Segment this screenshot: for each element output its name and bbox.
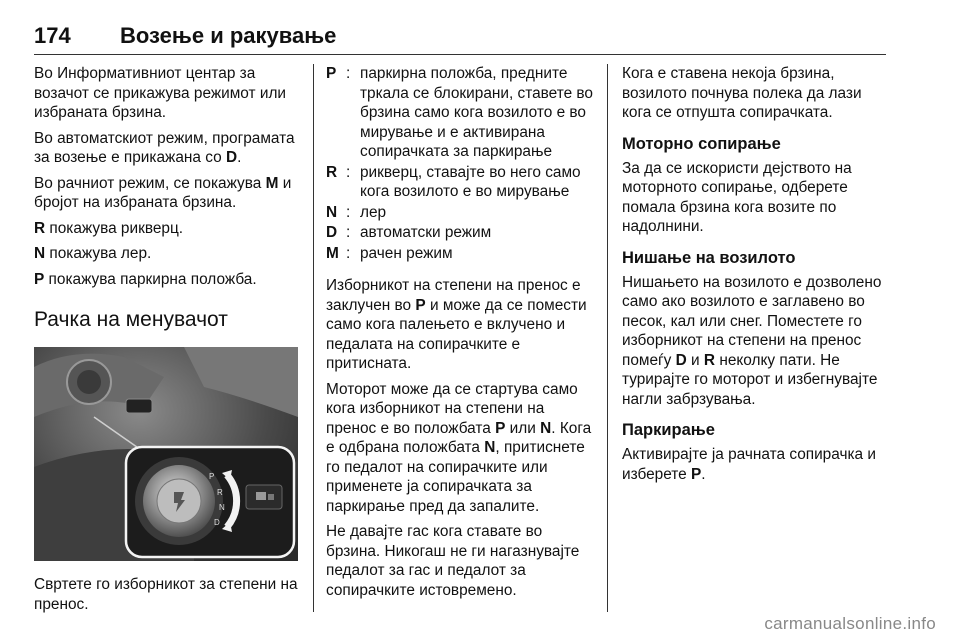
paragraph: Во автоматскиот режим, програмата за возење е прикажана со D. [34,129,295,166]
chapter-title: Возење и ракување [120,23,337,48]
gear-selector-illustration [34,347,298,561]
list-item: M : рачен режим [326,244,453,262]
paragraph: Во Информативниот центар за возачот се прикажува режимот или избраната брзина. [34,65,287,121]
list-item: N : лер [326,203,387,221]
column-divider-2 [607,64,608,612]
subheading: Моторно сопирање [622,134,781,153]
svg-text:D: D [214,518,220,527]
paragraph: Изборникот на степени на пренос е заклучен во P и може да се помести само кога палењето е вклучено и педалата на сопирачките е притисната. [326,277,587,372]
svg-text:N: N [219,503,225,512]
paragraph: За да се искористи дејството на моторното сопирање, одберете помала брзина кога возите по надолнини. [622,159,852,235]
paragraph: Во рачниот режим, се покажува M и бројот на избраната брзина. [34,174,292,211]
column-1 [34,64,298,620]
paragraph: P покажува паркирна положба. [34,270,257,288]
paragraph: N покажува лер. [34,245,152,262]
list-item: P : паркирна положба, предните тркала се блокирани, ставете во брзина само кога возилото е во мирување и е активирана сопирачката за паркирање [326,65,593,160]
gear-positions-list [326,64,594,264]
watermark: carmanualsonline.info [764,614,936,633]
paragraph: Кога е ставена некоја брзина, возилото почнува полека да лази кога се отпушта сопирачката. [622,65,862,121]
figure-caption: Свртете го изборникот за степени на пренос. [34,576,298,613]
section-heading: Рачка на менувачот [34,308,228,331]
svg-text:P: P [209,472,215,481]
subheading: Паркирање [622,421,715,439]
paragraph: Нишањето на возилото е дозволено само ако возилото е заглавено во песок, кал или снег. Поместете го изборникот на степени на пренос помеѓу D и R неколку пати. Не турирајте го моторот и избегнувајте нагли забрзувања. [622,273,882,408]
page-header [34,20,886,55]
column-divider-1 [313,64,314,612]
list-item: D : автоматски режим [326,224,492,241]
paragraph: R покажува рикверц. [34,219,184,237]
svg-text:R: R [217,488,223,497]
paragraph: Моторот може да се стартува само кога изборникот на степени на пренос е во положбата P или N. Кога е одбрана положбата N, притиснете го педалот на сопирачките или применете ја сопирачката за паркирање пред да запалите. [326,380,592,515]
page-number: 174 [34,23,71,48]
column-2 [326,64,594,606]
column-3 [622,64,886,490]
list-item: R : рикверц, ставајте во него само кога возилото е во мирување [326,163,581,200]
subheading: Нишање на возилото [622,248,796,267]
paragraph: Не давајте гас кога ставате во брзина. Никогаш не ги нагазнувајте педалот за гас и педалот за сопирачките истовремено. [326,523,580,599]
gear-selector-photo [34,347,298,561]
paragraph: Активирајте ја рачната сопирачка и изберете P. [622,446,876,483]
